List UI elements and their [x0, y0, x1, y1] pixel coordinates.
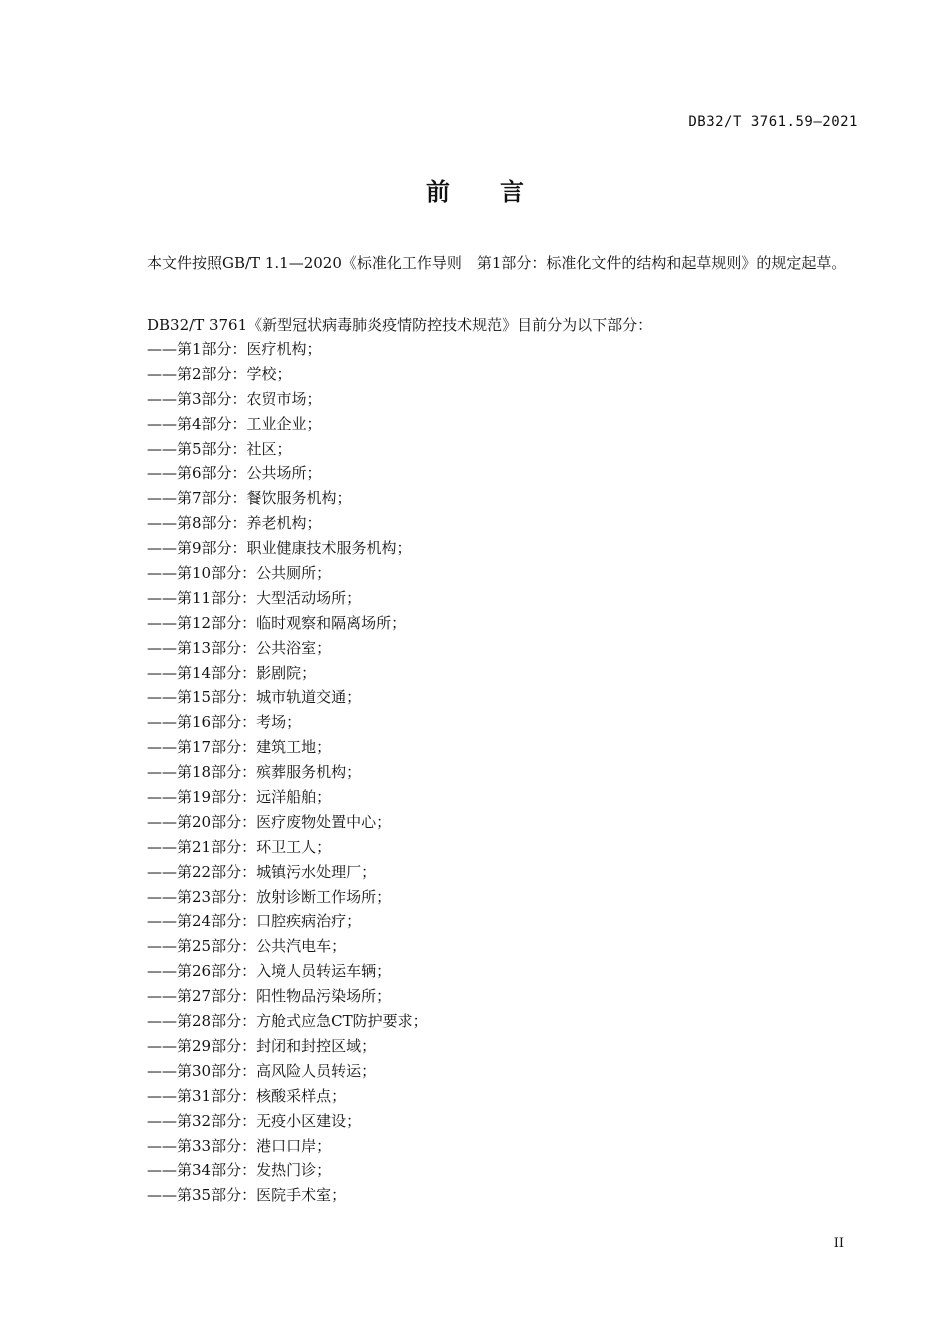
list-item: ——第13部分：公共浴室； — [147, 638, 332, 657]
list-item: ——第31部分：核酸采样点； — [147, 1086, 347, 1105]
list-item: ——第23部分：放射诊断工作场所； — [147, 887, 392, 906]
list-item: ——第14部分：影剧院； — [147, 663, 317, 682]
list-item: ——第24部分：口腔疾病治疗； — [147, 912, 362, 931]
list-item: ——第1部分：医疗机构； — [147, 340, 322, 358]
list-item: ——第8部分：养老机构； — [147, 514, 322, 533]
list-item: ——第32部分：无疫小区建设； — [147, 1111, 362, 1130]
list-item: ——第11部分：大型活动场所； — [147, 588, 362, 607]
list-item: ——第16部分：考场； — [147, 713, 302, 732]
page-title: 前言 — [426, 178, 574, 206]
list-item: ——第35部分：医院手术室； — [147, 1186, 347, 1205]
list-item: ——第9部分：职业健康技术服务机构； — [147, 539, 412, 558]
list-item: ——第5部分：社区； — [147, 439, 292, 458]
list-item: ——第34部分：发热门诊； — [147, 1161, 332, 1180]
list-item: ——第30部分：高风险人员转运； — [147, 1061, 377, 1080]
parts-list — [147, 337, 428, 1208]
list-item: ——第12部分：临时观察和隔离场所； — [147, 613, 407, 632]
list-item: ——第22部分：城镇污水处理厂； — [147, 862, 377, 881]
list-item: ——第6部分：公共场所； — [147, 464, 322, 483]
list-item: ——第4部分：工业企业； — [147, 414, 322, 433]
list-item: ——第15部分：城市轨道交通； — [147, 688, 362, 707]
list-item: ——第27部分：阳性物品污染场所； — [147, 987, 392, 1006]
document-code: DB32/T 3761.59—2021 — [688, 114, 858, 130]
intro-paragraph: 本文件按照GB/T 1.1—2020《标准化工作导则 第1部分：标准化文件的结构和起草规则》的规定起草。 — [147, 254, 847, 272]
list-item: ——第18部分：殡葬服务机构； — [147, 763, 362, 782]
list-item: ——第26部分：入境人员转运车辆； — [147, 962, 392, 981]
list-item: ——第2部分：学校； — [147, 364, 292, 383]
list-item: ——第10部分：公共厕所； — [147, 564, 332, 583]
page-number: II — [833, 1236, 844, 1251]
list-item: ——第3部分：农贸市场； — [147, 389, 322, 408]
list-item: ——第19部分：远洋船舶； — [147, 788, 332, 807]
list-item: ——第7部分：餐饮服务机构； — [147, 489, 352, 508]
list-item: ——第33部分：港口口岸； — [147, 1136, 332, 1155]
list-item: ——第17部分：建筑工地； — [147, 738, 332, 757]
list-item: ——第21部分：环卫工人； — [147, 837, 332, 856]
list-item: ——第20部分：医疗废物处置中心； — [147, 812, 392, 831]
list-item: ——第28部分：方舱式应急CT防护要求； — [147, 1012, 428, 1031]
parts-intro-paragraph: DB32/T 3761《新型冠状病毒肺炎疫情防控技术规范》目前分为以下部分： — [147, 316, 653, 334]
list-item: ——第25部分：公共汽电车； — [147, 937, 347, 956]
list-item: ——第29部分：封闭和封控区域； — [147, 1036, 377, 1055]
